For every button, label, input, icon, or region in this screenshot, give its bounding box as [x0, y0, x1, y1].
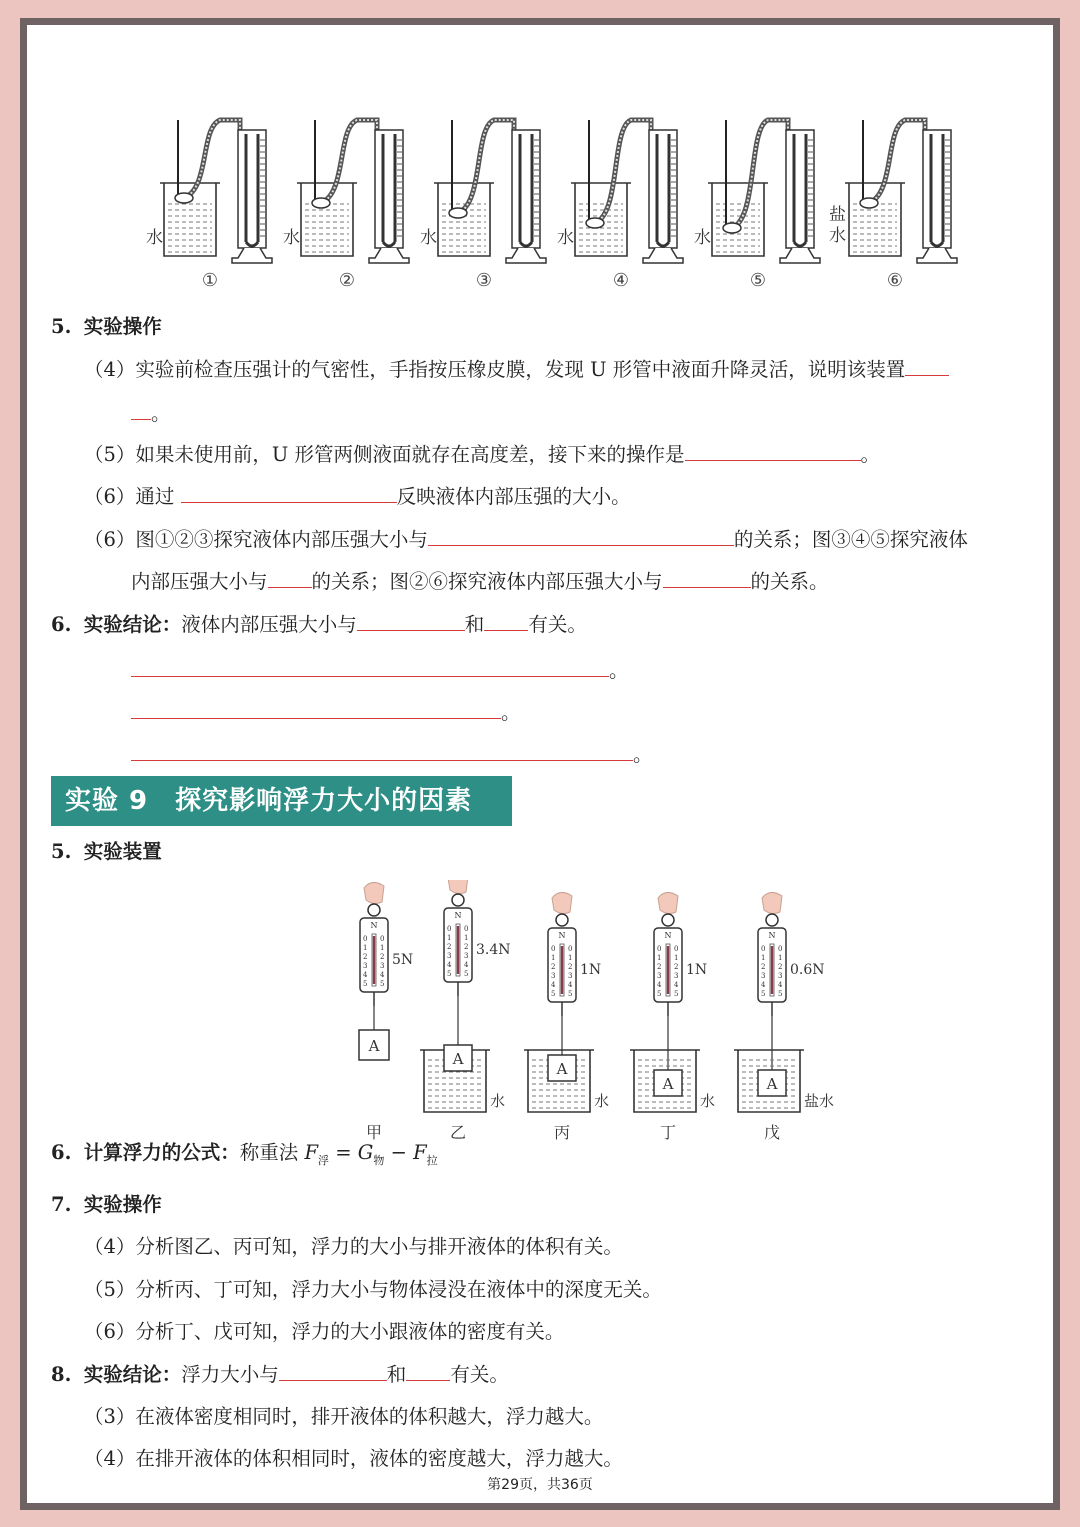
scale-digit: 5: [568, 990, 573, 998]
scale-digit: 4: [674, 981, 679, 989]
spring-scale-unit: [758, 892, 825, 1016]
spring: [771, 946, 773, 994]
scale-digit: 4: [551, 981, 556, 989]
formula-eq: =: [335, 1141, 352, 1164]
q7-blank-c[interactable]: [663, 569, 751, 588]
scale-digit: 4: [657, 981, 662, 989]
spring: [561, 946, 563, 994]
scale-unit-label: N: [370, 921, 378, 930]
scale-digit: 3: [778, 972, 783, 980]
hand-icon: [762, 892, 782, 913]
scale-reading: 1N: [580, 962, 602, 978]
probe-head: [723, 223, 741, 233]
scale-digit: 2: [778, 963, 783, 971]
spring: [373, 936, 375, 984]
conc8-blank-b[interactable]: [406, 1362, 450, 1381]
hook-ring: [452, 894, 464, 906]
section-title: 实验操作: [83, 1193, 162, 1216]
conc-blank-a[interactable]: [357, 612, 465, 631]
scale-digit: 1: [778, 954, 783, 962]
setup-beaker: [524, 1016, 609, 1142]
scale-digit: 3: [551, 972, 556, 980]
figure-number: ③: [475, 270, 493, 291]
manometer-base: [917, 248, 957, 263]
probe-head: [312, 198, 330, 208]
section-title: 实验装置: [83, 840, 162, 863]
spring-scale-unit: [548, 892, 601, 1016]
section-number: 6.: [51, 613, 72, 636]
scale-digit: 3: [674, 972, 679, 980]
q5-end: 。: [860, 443, 881, 466]
scale-digit: 3: [657, 972, 662, 980]
scale-digit: 4: [447, 961, 452, 969]
q6-line: [84, 484, 631, 510]
hand-icon: [658, 892, 678, 913]
scale-digit: 5: [551, 990, 556, 998]
scale-digit: 0: [363, 935, 368, 943]
sec5-device-heading: [51, 839, 162, 865]
hook-ring: [662, 914, 674, 926]
spring-scale-units: [359, 880, 834, 1142]
hand-icon: [364, 882, 384, 903]
conc-answer-2: [131, 700, 521, 726]
setup-name: 丙: [553, 1123, 571, 1142]
scale-digit: 3: [568, 972, 573, 980]
scale-digit: 5: [674, 990, 679, 998]
section-title: 实验结论：: [83, 613, 182, 636]
manometer-unit: [694, 120, 820, 291]
scale-digit: 1: [761, 954, 766, 962]
figure-number: ④: [612, 270, 630, 291]
scale-digit: 1: [464, 934, 469, 942]
q6-blank[interactable]: [181, 484, 397, 503]
setup-beaker: [734, 1016, 834, 1142]
rubber-tube: [458, 120, 514, 213]
scale-digit: 4: [363, 971, 368, 979]
block-label: A: [662, 1075, 674, 1093]
hand-icon: [552, 892, 572, 913]
q5-blank[interactable]: [685, 442, 861, 461]
conc-answer-3: [131, 742, 653, 768]
manometer-figure: [140, 108, 980, 293]
scale-reading: 0.6N: [790, 962, 825, 978]
manometer-unit: [420, 120, 546, 291]
section-title: 计算浮力的公式：: [83, 1141, 240, 1164]
liquid-label: 水: [829, 226, 846, 246]
scale-digit: 2: [551, 963, 556, 971]
q4-end: 。: [151, 402, 171, 425]
scale-digit: 4: [568, 981, 573, 989]
section-number: 5.: [51, 840, 72, 863]
q7-text-d: 的关系；图②⑥探究液体内部压强大小与: [311, 570, 663, 593]
scale-digit: 1: [568, 954, 573, 962]
beaker: [301, 183, 353, 256]
scale-digit: 2: [761, 963, 766, 971]
setup-jia: [359, 1006, 389, 1142]
setup-beaker: [630, 1016, 715, 1142]
scale-digit: 2: [464, 943, 469, 951]
conc8-text-a: 浮力大小与: [181, 1363, 279, 1386]
q6-text-a: （6）通过: [84, 485, 175, 508]
probe-head: [449, 208, 467, 218]
q7-text-a: （6）图①②③探究液体内部压强大小与: [84, 528, 428, 551]
formula-F2-sub: 拉: [426, 1153, 438, 1167]
scale-digit: 0: [778, 945, 783, 953]
sec7-l6: （6）分析丁、戊可知，浮力的大小跟液体的密度有关。: [84, 1320, 565, 1343]
scale-unit-label: N: [558, 931, 566, 940]
scale-digit: 3: [761, 972, 766, 980]
q5-line: [84, 442, 880, 468]
hook-ring: [368, 904, 380, 916]
q6-text-b: 反映液体内部压强的大小。: [396, 485, 631, 508]
scale-digit: 0: [551, 945, 556, 953]
scale-digit: 4: [380, 971, 385, 979]
scale-reading: 5N: [392, 952, 414, 968]
q7-blank-b[interactable]: [268, 569, 312, 588]
scale-digit: 3: [363, 962, 368, 970]
scale-digit: 5: [447, 970, 452, 978]
scale-digit: 0: [657, 945, 662, 953]
scale-digit: 4: [778, 981, 783, 989]
liquid-label: 水: [557, 228, 574, 248]
hand-icon: [448, 880, 468, 894]
scale-digit: 2: [363, 953, 368, 961]
liquid-label: 盐: [829, 205, 846, 225]
sec6-formula-line: [51, 1140, 438, 1174]
conc-end-3: 。: [633, 743, 653, 766]
conc8-text-b: 和: [386, 1363, 407, 1386]
formula-G: G: [357, 1141, 374, 1164]
q4-line1: [84, 357, 949, 383]
sec6-conc-line: [51, 612, 587, 638]
liquid-label: 水: [420, 228, 437, 248]
q7-blank-a[interactable]: [428, 527, 734, 546]
setup-name: 乙: [449, 1123, 467, 1142]
liquid-label: 水: [146, 228, 163, 248]
scale-unit-label: N: [454, 911, 462, 920]
scale-reading: 3.4N: [476, 942, 511, 958]
scale-digit: 2: [447, 943, 452, 951]
section-number: 8.: [51, 1363, 72, 1386]
figure-number: ①: [201, 270, 219, 291]
manometer-base: [643, 248, 683, 263]
scale-digit: 0: [568, 945, 573, 953]
conc-end-2: 。: [501, 701, 521, 724]
q7-text-e: 的关系。: [750, 570, 829, 593]
conc-text-b: 和: [464, 613, 485, 636]
scale-digit: 0: [464, 925, 469, 933]
manometer-base: [232, 248, 272, 263]
q4-blank-b[interactable]: [131, 401, 151, 420]
conc-answer-blank-2[interactable]: [131, 700, 501, 719]
formula-G-sub: 物: [373, 1153, 385, 1167]
scale-digit: 1: [674, 954, 679, 962]
manometer-unit: [557, 120, 683, 291]
liquid-label: 水: [694, 228, 711, 248]
figure-number: ⑥: [886, 270, 904, 291]
beaker: [712, 183, 764, 256]
conc-answer-blank-3[interactable]: [131, 742, 633, 761]
scale-digit: 5: [778, 990, 783, 998]
scale-digit: 5: [380, 980, 385, 988]
hook-ring: [556, 914, 568, 926]
scale-digit: 3: [380, 962, 385, 970]
setup-name: 戊: [763, 1123, 781, 1142]
spring-scale-unit: [654, 892, 707, 1016]
beaker: [849, 183, 901, 256]
block-label: A: [556, 1060, 568, 1078]
sec5-ops-heading: [51, 314, 162, 340]
scale-reading: 1N: [686, 962, 708, 978]
scale-digit: 1: [380, 944, 385, 952]
conc-answer-1: [131, 658, 629, 684]
section-number: 6.: [51, 1141, 72, 1164]
scale-digit: 5: [761, 990, 766, 998]
sec7-ops-heading: [51, 1192, 162, 1218]
hook-ring: [766, 914, 778, 926]
method-text: 称重法: [239, 1141, 299, 1164]
scale-digit: 3: [464, 952, 469, 960]
q4-blank-a[interactable]: [905, 357, 949, 376]
scale-digit: 1: [363, 944, 368, 952]
scale-digit: 0: [447, 925, 452, 933]
block-label: A: [368, 1037, 380, 1055]
scale-digit: 2: [380, 953, 385, 961]
section-number: 5.: [51, 315, 72, 338]
scale-digit: 0: [761, 945, 766, 953]
rubber-tube: [184, 120, 240, 198]
buoyancy-figure: [330, 880, 850, 1150]
block-label: A: [452, 1050, 464, 1068]
probe-head: [860, 198, 878, 208]
sec7-l5: （5）分析丙、丁可知，浮力大小与物体浸没在液体中的深度无关。: [84, 1278, 662, 1301]
manometer-base: [780, 248, 820, 263]
q7-text-c: 内部压强大小与: [131, 570, 268, 593]
scale-unit-label: N: [664, 931, 672, 940]
scale-digit: 1: [551, 954, 556, 962]
scale-digit: 1: [657, 954, 662, 962]
scale-digit: 5: [464, 970, 469, 978]
section-title: 实验结论：: [83, 1363, 182, 1386]
setup-beaker: [420, 996, 505, 1142]
rubber-tube: [732, 120, 788, 228]
formula-F-sub: 浮: [318, 1153, 330, 1167]
rubber-tube: [321, 120, 377, 203]
conc-answer-blank-1[interactable]: [131, 658, 609, 677]
spring: [457, 926, 459, 974]
probe-head: [586, 218, 604, 228]
sec7-l4: （4）分析图乙、丙可知，浮力的大小与排开液体的体积有关。: [84, 1235, 623, 1258]
setup-name: 丁: [659, 1123, 677, 1142]
spring-scale-unit: [360, 882, 413, 1006]
q7-line1: [84, 527, 968, 553]
conc-end-1: 。: [609, 659, 629, 682]
scale-digit: 3: [447, 952, 452, 960]
sec8-conc-line: [51, 1362, 509, 1388]
liquid-label: 盐水: [804, 1092, 835, 1110]
scale-digit: 2: [657, 963, 662, 971]
rubber-tube: [869, 120, 925, 203]
spring: [667, 946, 669, 994]
liquid-label: 水: [594, 1092, 610, 1110]
section-number: 7.: [51, 1193, 72, 1216]
q4-line2: [131, 401, 171, 427]
liquid-label: 水: [283, 228, 300, 248]
section-title: 实验操作: [83, 315, 162, 338]
manometer-base: [506, 248, 546, 263]
conc-text-a: 液体内部压强大小与: [181, 613, 357, 636]
probe-head: [175, 193, 193, 203]
conc8-blank-a[interactable]: [279, 1362, 387, 1381]
formula-F2: F: [413, 1141, 427, 1164]
q5-text: （5）如果未使用前，U 形管两侧液面就存在高度差，接下来的操作是: [84, 443, 685, 466]
manometer-unit: [829, 120, 957, 291]
liquid-label: 水: [700, 1092, 716, 1110]
scale-digit: 1: [447, 934, 452, 942]
page-footer: 第29页，共36页: [487, 1477, 593, 1493]
conc-blank-b[interactable]: [484, 612, 528, 631]
manometer-units: [146, 120, 957, 291]
scale-unit-label: N: [768, 931, 776, 940]
scale-digit: 2: [568, 963, 573, 971]
figure-number: ⑤: [749, 270, 767, 291]
scale-digit: 4: [761, 981, 766, 989]
sec8-l4: （4）在排开液体的体积相同时，液体的密度越大，浮力越大。: [84, 1447, 623, 1470]
rubber-tube: [595, 120, 651, 223]
formula-minus: −: [390, 1141, 407, 1164]
conc-text-c: 有关。: [528, 613, 587, 636]
scale-digit: 4: [464, 961, 469, 969]
scale-digit: 5: [657, 990, 662, 998]
scale-digit: 0: [380, 935, 385, 943]
manometer-unit: [283, 120, 409, 291]
setup-name: 甲: [365, 1123, 383, 1142]
scale-digit: 5: [363, 980, 368, 988]
scale-digit: 2: [674, 963, 679, 971]
manometer-unit: [146, 120, 272, 291]
manometer-base: [369, 248, 409, 263]
liquid-label: 水: [490, 1092, 506, 1110]
experiment-banner: 实验 9 探究影响浮力大小的因素: [51, 776, 512, 826]
beaker: [438, 183, 490, 256]
block-label: A: [766, 1075, 778, 1093]
figure-number: ②: [338, 270, 356, 291]
spring-scale-unit: [444, 880, 511, 996]
q4-text: （4）实验前检查压强计的气密性，手指按压橡皮膜，发现 U 形管中液面升降灵活，说明该装置: [84, 358, 906, 381]
q7-text-b: 的关系；图③④⑤探究液体: [733, 528, 968, 551]
conc8-text-c: 有关。: [450, 1363, 509, 1386]
sec8-l3: （3）在液体密度相同时，排开液体的体积越大，浮力越大。: [84, 1405, 604, 1428]
q7-line2: [131, 569, 829, 595]
scale-digit: 0: [674, 945, 679, 953]
formula-F: F: [304, 1141, 319, 1164]
